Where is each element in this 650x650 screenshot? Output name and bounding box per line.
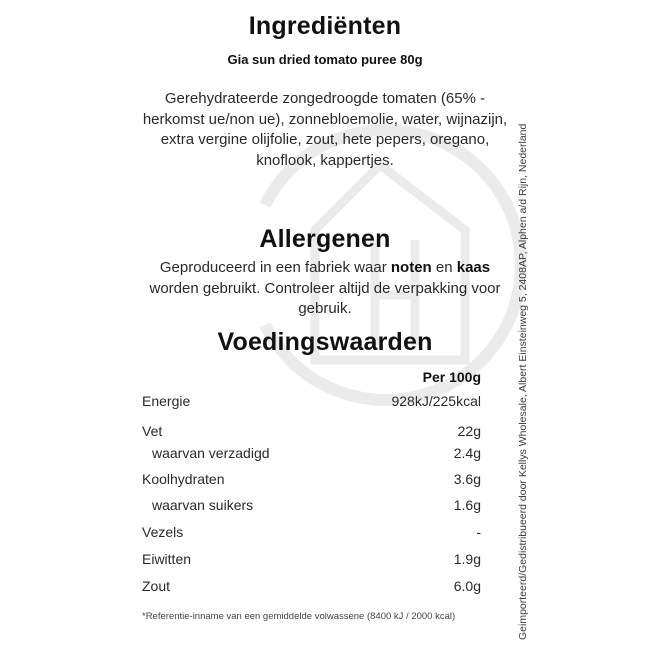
allergens-text [120,258,530,320]
nutrient-value: 2.4g [453,445,481,461]
table-row [142,578,481,600]
nutrient-label: waarvan suikers [152,497,254,513]
allergen-nuts: noten [390,259,432,276]
nutrient-label: Koolhydraten [142,471,225,487]
nutrient-label: Vezels [142,524,184,540]
table-row [142,551,481,573]
nutrient-label: Energie [142,393,191,409]
allergens-line: gebruik. [298,300,352,317]
nutrient-value: - [476,524,481,540]
table-row [142,393,481,415]
table-row [142,423,481,445]
allergens-text-part: Geproduceerd in een fabriek waar [159,259,391,276]
nutrient-label: Eiwitten [142,551,192,567]
table-row [142,524,481,546]
allergen-cheese: kaas [456,259,491,276]
reference-footnote: *Referentie-inname van een gemiddelde volwassene (8400 kJ / 2000 kcal) [142,611,456,622]
nutrient-value: 22g [457,423,481,439]
ingredients-line: Gerehydrateerde zongedroogde tomaten (65% - [164,90,486,107]
allergens-line [120,258,530,279]
allergens-text-part: en [431,259,457,276]
ingredients-line: herkomst ue/non ue), zonnebloemolie, water, wijnazijn, [142,110,508,128]
allergens-line: worden gebruikt. Controleer altijd de verpakking voor [149,279,501,297]
table-row [142,497,481,519]
ingredients-text [120,89,530,171]
table-row [142,471,481,493]
nutrition-title: Voedingswaarden [217,328,433,356]
nutrient-value: 1.9g [453,551,481,567]
table-row [142,445,481,467]
ingredients-title: Ingrediënten [248,12,402,40]
nutrient-value: 6.0g [453,578,481,594]
allergens-title: Allergenen [259,225,391,253]
nutrient-label: waarvan verzadigd [152,445,270,461]
nutrition-column-header: Per 100g [422,369,481,385]
nutrient-value: 3.6g [453,471,481,487]
nutrient-value: 1.6g [453,497,481,513]
importer-address: Geimporteerd/Gedistribueerd door Kellys Wholesale, Albert Einsteinweg 5, 2408AP, Alphen a/d Rijn, Nederland [517,123,529,640]
ingredients-line: knoflook, kappertjes. [256,151,394,169]
nutrient-value: 928kJ/225kcal [391,393,481,409]
ingredients-line: extra vergine olijfolie, zout, hete pepers, oregano, [160,131,490,148]
nutrient-label: Zout [142,578,171,594]
nutrient-label: Vet [142,423,163,439]
product-name: Gia sun dried tomato puree 80g [227,52,423,67]
